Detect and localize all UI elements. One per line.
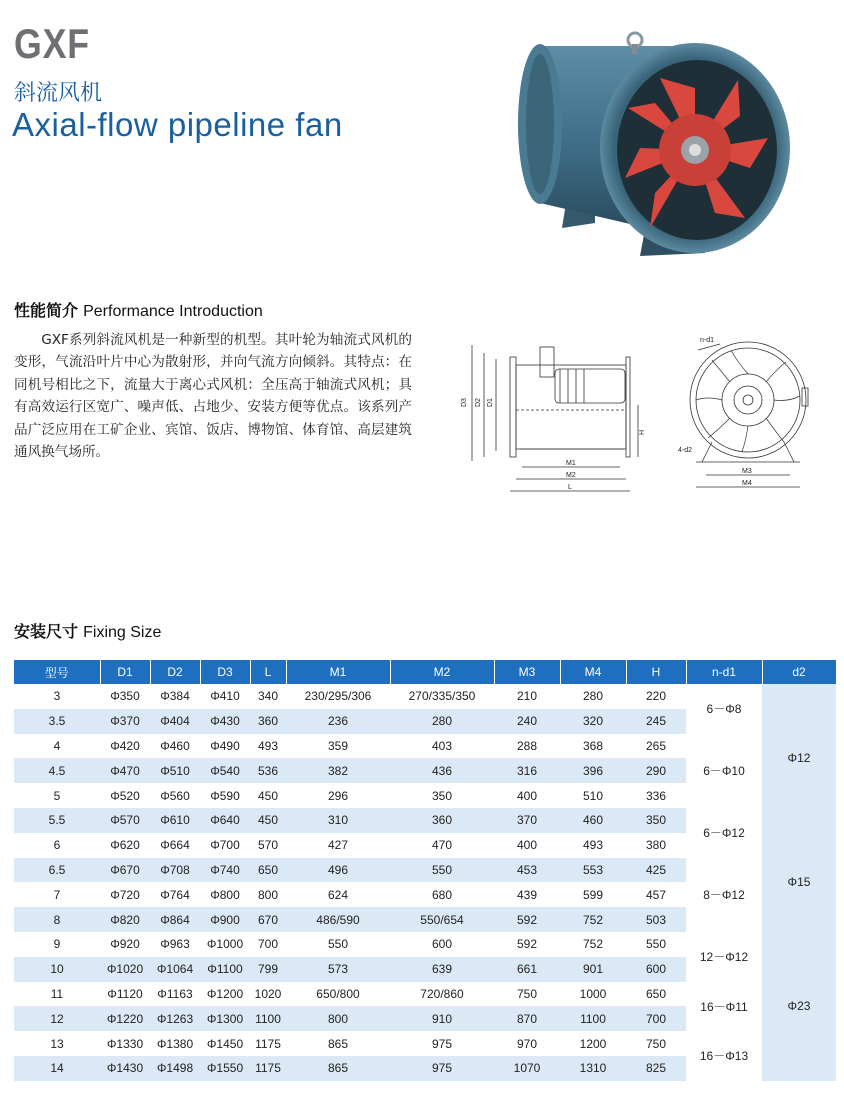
label-l: L — [568, 484, 572, 491]
table-cell: Φ664 — [160, 838, 190, 853]
table-cell: Φ1100 — [200, 957, 250, 982]
nd1-cell: 6－Φ10 — [686, 734, 762, 808]
nd1-cell: 8－Φ12 — [686, 858, 762, 932]
column-header: D3 — [200, 660, 250, 684]
table-cell: 5.5 — [14, 808, 100, 833]
table-cell: 370 — [494, 808, 560, 833]
table-cell: Φ350 — [110, 689, 140, 704]
table-cell: 650 — [250, 858, 286, 883]
table-cell: 825 — [626, 1056, 686, 1081]
table-cell: 382 — [286, 758, 390, 783]
table-cell: 270/335/350 — [408, 689, 476, 704]
table-row — [14, 932, 836, 957]
table-cell: Φ460 — [160, 738, 190, 753]
product-name-en: Axial-flow pipeline fan — [12, 106, 343, 143]
table-cell: 975 — [390, 1056, 494, 1081]
table-cell: 400 — [516, 838, 538, 853]
table-cell: 439 — [516, 887, 538, 902]
table-cell: Φ510 — [150, 758, 200, 783]
table-cell: 6 — [53, 838, 61, 853]
table-cell: Φ560 — [160, 788, 190, 803]
table-cell: Φ670 — [100, 858, 150, 883]
column-header: n-d1 — [686, 660, 762, 684]
table-cell: 1100 — [560, 1006, 626, 1031]
table-cell: 6.5 — [14, 858, 100, 883]
front-view-drawing — [676, 330, 826, 495]
table-cell: Φ384 — [160, 689, 190, 704]
label-h: H — [639, 429, 646, 435]
table-cell: 1175 — [250, 1056, 286, 1081]
table-cell: Φ800 — [210, 887, 240, 902]
table-cell: Φ590 — [210, 788, 240, 803]
label-m3: M3 — [742, 468, 752, 475]
table-cell: 7 — [53, 887, 61, 902]
table-cell: 901 — [560, 957, 626, 982]
table-cell: 1000 — [579, 986, 607, 1001]
table-cell: 12 — [14, 1006, 100, 1031]
d2-cell: Φ12 — [762, 684, 836, 833]
fixing-title-cn: 安装尺寸 — [14, 622, 79, 641]
label-d3: D3 — [461, 398, 468, 407]
table-cell: 9 — [53, 937, 61, 952]
table-cell: Φ720 — [110, 887, 140, 902]
column-header: M2 — [390, 660, 494, 684]
table-cell: 1020 — [254, 986, 282, 1001]
table-cell: Φ764 — [160, 887, 190, 902]
table-cell: 493 — [582, 838, 604, 853]
table-cell: Φ540 — [200, 758, 250, 783]
table-cell: Φ1120 — [107, 986, 143, 1001]
table-cell: 503 — [626, 907, 686, 932]
table-cell: Φ700 — [210, 838, 240, 853]
table-cell: 380 — [645, 838, 667, 853]
table-cell: Φ370 — [100, 709, 150, 734]
table-cell: 700 — [626, 1006, 686, 1031]
table-cell: 680 — [431, 887, 453, 902]
column-header: M1 — [286, 660, 390, 684]
label-m1: M1 — [566, 460, 576, 467]
table-cell: 553 — [560, 858, 626, 883]
label-d2: D2 — [475, 398, 482, 407]
table-cell: 4 — [53, 738, 61, 753]
table-cell: 240 — [494, 709, 560, 734]
table-cell: Φ820 — [100, 907, 150, 932]
table-cell: 368 — [582, 738, 604, 753]
table-cell: Φ570 — [100, 808, 150, 833]
column-header: M4 — [560, 660, 626, 684]
table-cell: 975 — [431, 1036, 453, 1051]
table-row — [14, 858, 836, 883]
table-cell: 450 — [250, 808, 286, 833]
table-cell: Φ640 — [200, 808, 250, 833]
table-cell: 650 — [645, 986, 667, 1001]
table-cell: 336 — [645, 788, 667, 803]
table-cell: 1070 — [494, 1056, 560, 1081]
table-cell: Φ1263 — [150, 1006, 200, 1031]
nd1-cell: 6－Φ12 — [686, 808, 762, 858]
table-cell: 396 — [560, 758, 626, 783]
column-header: L — [250, 660, 286, 684]
table-cell: 350 — [626, 808, 686, 833]
table-cell: 210 — [516, 689, 538, 704]
table-row — [14, 982, 836, 1007]
table-cell: 280 — [390, 709, 494, 734]
table-cell: 800 — [286, 1006, 390, 1031]
table-cell: Φ740 — [200, 858, 250, 883]
table-cell: Φ864 — [150, 907, 200, 932]
table-cell: 320 — [560, 709, 626, 734]
table-cell: Φ1550 — [200, 1056, 250, 1081]
table-cell: 510 — [582, 788, 604, 803]
table-cell: Φ1430 — [100, 1056, 150, 1081]
d2-cell: Φ15 — [762, 833, 836, 932]
table-cell: Φ610 — [150, 808, 200, 833]
table-cell: 592 — [494, 907, 560, 932]
table-cell: Φ520 — [110, 788, 140, 803]
table-cell: 360 — [390, 808, 494, 833]
column-header: D1 — [100, 660, 150, 684]
performance-section-title — [14, 298, 263, 321]
performance-title-cn: 性能简介 — [14, 301, 79, 320]
table-cell: 865 — [327, 1036, 349, 1051]
table-cell: 350 — [431, 788, 453, 803]
table-cell: Φ1300 — [200, 1006, 250, 1031]
table-row — [14, 1031, 836, 1056]
table-cell: 550/654 — [390, 907, 494, 932]
nd1-cell: 16－Φ13 — [686, 1031, 762, 1081]
table-cell: 600 — [626, 957, 686, 982]
table-cell: 10 — [14, 957, 100, 982]
fixing-title-en: Fixing Size — [83, 624, 162, 641]
table-cell: 592 — [516, 937, 538, 952]
nd1-cell: 6－Φ8 — [686, 684, 762, 734]
table-cell: 457 — [645, 887, 667, 902]
label-4d2: 4-d2 — [678, 447, 693, 454]
table-cell: Φ430 — [200, 709, 250, 734]
table-cell: Φ1450 — [206, 1036, 244, 1051]
performance-title-en: Performance Introduction — [83, 303, 263, 320]
table-cell: 359 — [327, 738, 349, 753]
table-cell: Φ1498 — [150, 1056, 200, 1081]
table-cell: 1310 — [560, 1056, 626, 1081]
nd1-cell: 16－Φ11 — [686, 982, 762, 1032]
table-cell: Φ620 — [110, 838, 140, 853]
label-m2: M2 — [566, 472, 576, 479]
table-row — [14, 684, 836, 709]
table-row — [14, 808, 836, 833]
table-cell: 425 — [626, 858, 686, 883]
label-d1: D1 — [487, 398, 494, 407]
table-cell: 340 — [257, 689, 279, 704]
table-cell: 360 — [250, 709, 286, 734]
table-cell: 460 — [560, 808, 626, 833]
table-cell: Φ1380 — [156, 1036, 194, 1051]
column-header: M3 — [494, 660, 560, 684]
product-model: GXF — [14, 20, 90, 67]
table-cell: 316 — [494, 758, 560, 783]
table-cell: 750 — [516, 986, 538, 1001]
table-cell: 453 — [494, 858, 560, 883]
table-cell: 570 — [257, 838, 279, 853]
table-cell: 436 — [390, 758, 494, 783]
table-cell: Φ1330 — [106, 1036, 144, 1051]
table-cell: 288 — [516, 738, 538, 753]
table-cell: Φ1000 — [206, 937, 244, 952]
table-cell: 3 — [53, 689, 61, 704]
table-cell: 14 — [14, 1056, 100, 1081]
table-cell: 493 — [257, 738, 279, 753]
table-cell: Φ1220 — [100, 1006, 150, 1031]
side-view-drawing — [460, 335, 660, 495]
table-cell: 310 — [286, 808, 390, 833]
table-cell: 970 — [516, 1036, 538, 1051]
table-cell: 427 — [327, 838, 349, 853]
table-cell: 870 — [494, 1006, 560, 1031]
table-cell: 550 — [327, 937, 349, 952]
table-cell: 13 — [50, 1036, 64, 1051]
table-cell: 800 — [257, 887, 279, 902]
table-cell: 910 — [390, 1006, 494, 1031]
fixing-section-title — [14, 619, 161, 642]
table-cell: 486/590 — [286, 907, 390, 932]
table-cell: Φ404 — [150, 709, 200, 734]
table-cell: Φ1020 — [100, 957, 150, 982]
table-cell: 573 — [286, 957, 390, 982]
table-cell: 700 — [257, 937, 279, 952]
table-cell: 639 — [390, 957, 494, 982]
table-cell: 650/800 — [316, 986, 360, 1001]
table-cell: 720/860 — [420, 986, 464, 1001]
table-cell: Φ920 — [110, 937, 140, 952]
table-cell: 496 — [286, 858, 390, 883]
fan-photo — [500, 28, 800, 263]
table-cell: Φ1064 — [150, 957, 200, 982]
performance-text: GXF系列斜流风机是一种新型的机型。其叶轮为轴流式风机的变形，气流沿叶片中心为散射形，并向气流方向倾斜。其特点：在同机号相比之下，流量大于离心式风机：全压高于轴流式风机；具有高效运行区宽广、噪声低、占地少、安装方便等优点。该系列产品广泛应用在工矿企业、宾馆、饭店、博物馆、体育馆、高层建筑通风换气场所。 — [14, 332, 412, 461]
table-cell: 750 — [645, 1036, 667, 1051]
column-header: d2 — [762, 660, 836, 684]
table-cell: 1200 — [579, 1036, 607, 1051]
table-cell: Φ1200 — [206, 986, 244, 1001]
table-cell: Φ490 — [210, 738, 240, 753]
table-cell: 230/295/306 — [304, 689, 372, 704]
table-cell: 661 — [494, 957, 560, 982]
table-cell: 1100 — [250, 1006, 286, 1031]
table-cell: 624 — [327, 887, 349, 902]
column-header: H — [626, 660, 686, 684]
table-cell: 450 — [257, 788, 279, 803]
table-cell: Φ963 — [160, 937, 190, 952]
d2-cell: Φ23 — [762, 932, 836, 1081]
label-nd1: n-d1 — [700, 337, 715, 344]
table-cell: Φ1163 — [157, 986, 193, 1001]
table-cell: Φ410 — [210, 689, 240, 704]
table-header-row — [14, 660, 836, 684]
table-cell: 5 — [53, 788, 61, 803]
table-cell: 220 — [645, 689, 667, 704]
column-header: D2 — [150, 660, 200, 684]
table-cell: 3.5 — [14, 709, 100, 734]
table-cell: 550 — [645, 937, 667, 952]
table-cell: 11 — [50, 986, 64, 1001]
label-m4: M4 — [742, 480, 752, 487]
table-cell: Φ708 — [150, 858, 200, 883]
table-cell: 290 — [626, 758, 686, 783]
table-cell: 1175 — [255, 1036, 281, 1051]
column-header: 型号 — [14, 660, 100, 684]
table-cell: 752 — [582, 937, 604, 952]
table-cell: 280 — [582, 689, 604, 704]
table-cell: 403 — [431, 738, 453, 753]
table-cell: 799 — [250, 957, 286, 982]
table-cell: 8 — [14, 907, 100, 932]
table-cell: Φ420 — [110, 738, 140, 753]
table-cell: 296 — [327, 788, 349, 803]
table-cell: 400 — [516, 788, 538, 803]
table-cell: 550 — [390, 858, 494, 883]
table-cell: 752 — [560, 907, 626, 932]
product-name-cn: 斜流风机 — [14, 81, 103, 106]
table-cell: 470 — [431, 838, 453, 853]
table-cell: 536 — [250, 758, 286, 783]
table-cell: 4.5 — [14, 758, 100, 783]
nd1-cell: 12－Φ12 — [686, 932, 762, 982]
table-row — [14, 734, 836, 759]
fixing-size-table — [14, 660, 837, 1081]
table-cell: 599 — [582, 887, 604, 902]
table-cell: 600 — [431, 937, 453, 952]
table-cell: 865 — [286, 1056, 390, 1081]
table-cell: Φ900 — [200, 907, 250, 932]
table-cell: Φ470 — [100, 758, 150, 783]
table-cell: 245 — [626, 709, 686, 734]
table-cell: 236 — [286, 709, 390, 734]
table-cell: 670 — [250, 907, 286, 932]
table-cell: 265 — [645, 738, 667, 753]
